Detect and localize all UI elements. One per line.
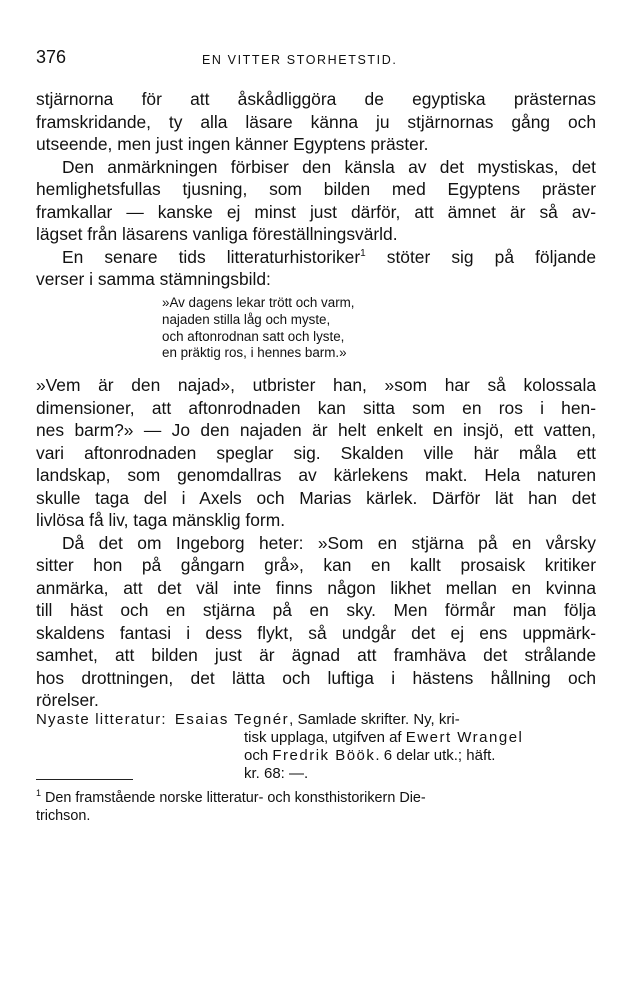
text-line: lägset från läsarens vanliga föreställningsvärld. bbox=[36, 224, 398, 244]
editor-name: Ewert Wrangel bbox=[405, 729, 524, 746]
text-line: verser i samma stämningsbild: bbox=[36, 269, 271, 289]
body-text-upper bbox=[36, 88, 596, 291]
text-line: skaldens fantasi i dess flykt, så undgår det ej ens uppmärk- bbox=[36, 622, 596, 643]
literature-line: kr. 68: —. bbox=[244, 765, 309, 782]
text-line: »Vem är den najad», utbrister han, »som har så kolossala bbox=[36, 375, 596, 395]
text-fragment: stöter sig på följande bbox=[386, 246, 596, 267]
footnote bbox=[36, 789, 596, 825]
text-fragment: . 6 delar utk.; häft. bbox=[375, 747, 496, 764]
literature-label: Nyaste litteratur: bbox=[36, 711, 167, 728]
text-line: vari aftonrodnaden speglar sig. Skalden ville här måla ett bbox=[36, 442, 596, 463]
literature-note bbox=[36, 711, 596, 783]
literature-entry bbox=[175, 711, 460, 729]
footnote-marker: 1 bbox=[36, 788, 42, 799]
running-head: EN VITTER STORHETSTID. bbox=[202, 53, 398, 67]
text-fragment: , Samlade skrifter. Ny, kri- bbox=[289, 711, 460, 728]
author-name: Esaias Tegnér bbox=[174, 711, 290, 728]
text-line: hos drottningen, det lätta och luftiga i hästens hållning och bbox=[36, 667, 596, 688]
text-line: anmärka, att det väl inte finns någon likhet mellan en kvinna bbox=[36, 577, 596, 598]
text-line: livlösa få liv, taga mänsklig form. bbox=[36, 510, 286, 530]
text-line: till häst och en stjärna på en sky. Men förmår man följa bbox=[36, 600, 596, 620]
text-fragment: och bbox=[244, 747, 269, 764]
text-line: sitter hon på gångarn grå», kan en kallt prosaisk kritiker bbox=[36, 555, 596, 575]
editor-name: Fredrik Böök bbox=[272, 747, 376, 764]
text-line: landskap, som genomdallras av kärlekens makt. Hela naturen bbox=[36, 465, 596, 485]
text-fragment: Den framstående norske litteratur- och konsthistorikern Die- bbox=[45, 790, 426, 806]
text-fragment: En senare tids litteraturhistoriker bbox=[62, 246, 361, 267]
text-line: hemlighetsfullas tjusning, som bilden med Egyptens präster bbox=[36, 179, 596, 199]
verse-quotation bbox=[162, 295, 355, 362]
page-header bbox=[36, 46, 596, 70]
text-line: Den anmärkningen förbiser den känsla av det mystiskas, det bbox=[62, 156, 596, 177]
text-line: skulle taga del i Axels och Marias kärlek. Därför lät han det bbox=[36, 487, 596, 508]
text-line: framskridande, ty alla läsare känna ju stjärnornas gång och bbox=[36, 111, 596, 132]
footnote-line bbox=[36, 789, 596, 807]
text-line: framkallar — kanske ej minst just därför, att ämnet är så av- bbox=[36, 201, 596, 222]
page-number: 376 bbox=[36, 47, 67, 67]
text-line: rörelser. bbox=[36, 690, 99, 710]
verse-line: najaden stilla låg och myste, bbox=[162, 311, 331, 327]
literature-row bbox=[36, 711, 596, 729]
footnote-rule bbox=[36, 779, 133, 780]
text-line: samhet, att bilden just är ägnad att framhäva det strålande bbox=[36, 645, 596, 665]
footnote-line: trichson. bbox=[36, 808, 91, 824]
literature-line bbox=[36, 747, 596, 765]
text-line: utseende, men just ingen känner Egyptens präster. bbox=[36, 134, 429, 154]
verse-line: och aftonrodnan satt och lyste, bbox=[162, 328, 345, 344]
footnote-reference: 1 bbox=[360, 247, 366, 259]
text-line: Då det om Ingeborg heter: »Som en stjärna på en vårsky bbox=[62, 532, 596, 553]
text-line: stjärnorna för att åskådliggöra de egyptiska prästernas bbox=[36, 89, 596, 109]
literature-line bbox=[36, 729, 596, 747]
text-line: dimensioner, att aftonrodnaden kan sitta som en ros i hen- bbox=[36, 397, 596, 418]
verse-line: en präktig ros, i hennes barm.» bbox=[162, 345, 347, 361]
text-fragment: tisk upplaga, utgifven af bbox=[244, 729, 402, 746]
verse-line: »Av dagens lekar trött och varm, bbox=[162, 295, 355, 310]
text-line: nes barm?» — Jo den najaden är helt enkelt en insjö, ett vatten, bbox=[36, 420, 596, 440]
body-text-lower bbox=[36, 374, 596, 712]
text-line-with-footnote bbox=[36, 246, 596, 269]
